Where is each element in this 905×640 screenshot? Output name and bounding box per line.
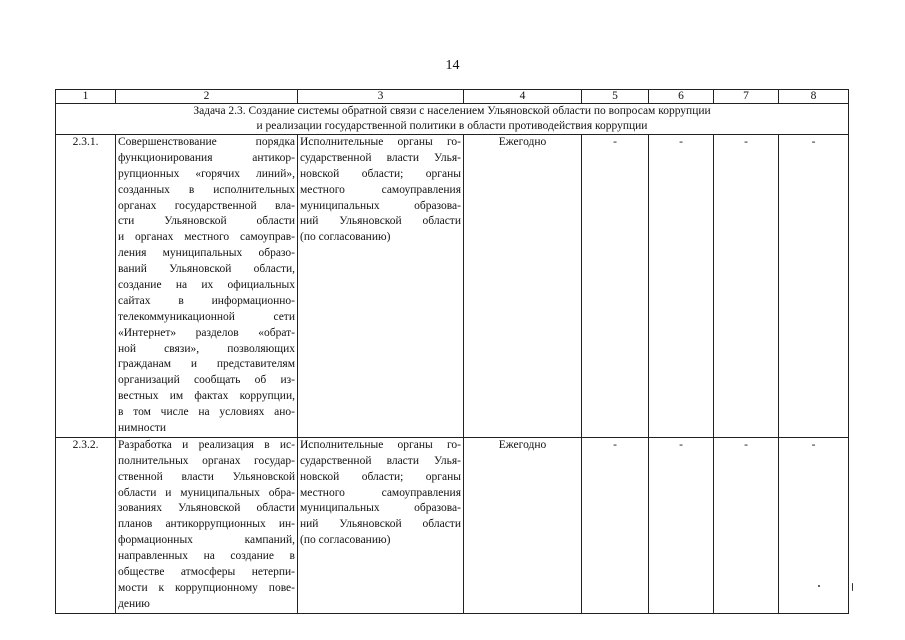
- description-text: [118, 135, 295, 437]
- column-number: 6: [649, 90, 714, 104]
- page-number: 14: [445, 58, 460, 73]
- scan-speck: [818, 585, 820, 587]
- executors-line: сударственной власти Улья-: [300, 454, 461, 467]
- executors-line: новской области; органы: [300, 470, 461, 483]
- description-line: и органах местного самоуправ-: [118, 231, 295, 244]
- description-line: формационных кампаний,: [118, 534, 295, 547]
- column-8-value: -: [779, 135, 849, 438]
- description-line: ной связи», позволяющих: [118, 342, 295, 355]
- description-line: сти Ульяновской области: [118, 215, 295, 228]
- task-header-line: Задача 2.3. Создание системы обратной связи с населением Ульяновской области по вопросам коррупции: [193, 105, 711, 117]
- executors-text: [300, 135, 461, 246]
- description-line: планов антикоррупционных ин-: [118, 518, 295, 531]
- description-line: дению: [118, 597, 150, 610]
- description-line: мости к коррупционному пове-: [118, 581, 295, 594]
- column-7-value: -: [714, 437, 779, 613]
- table-row: [56, 437, 849, 613]
- measure-executors: [298, 135, 464, 438]
- description-line: направленных на создание в: [118, 550, 295, 563]
- description-line: вестных им фактах коррупции,: [118, 390, 295, 403]
- description-line: зованиях Ульяновской области: [118, 502, 295, 515]
- description-line: телекоммуникационной сети: [118, 310, 295, 323]
- description-line: области и муниципальных обра-: [118, 486, 295, 499]
- executors-line: Исполнительные органы го-: [300, 438, 461, 451]
- measure-number: 2.3.1.: [56, 135, 116, 438]
- executors-line: новской области; органы: [300, 167, 461, 180]
- measure-term: Ежегодно: [464, 437, 582, 613]
- task-header-row: [56, 104, 849, 135]
- measure-number: 2.3.2.: [56, 437, 116, 613]
- executors-line: местного самоуправления: [300, 183, 461, 196]
- column-8-value: -: [779, 437, 849, 613]
- column-number: 2: [116, 90, 298, 104]
- description-line: ления муниципальных образо-: [118, 247, 295, 260]
- description-line: рупционных «горячих линий»,: [118, 167, 295, 180]
- executors-line: местного самоуправления: [300, 486, 461, 499]
- description-text: [118, 438, 295, 613]
- measure-executors: [298, 437, 464, 613]
- column-number: 5: [582, 90, 649, 104]
- description-line: Разработка и реализация в ис-: [118, 438, 295, 451]
- column-number: 4: [464, 90, 582, 104]
- description-line: организаций сообщать об из-: [118, 374, 295, 387]
- description-line: создание на их официальных: [118, 279, 295, 292]
- measure-description: [116, 437, 298, 613]
- executors-line: ний Ульяновской области: [300, 215, 461, 228]
- column-number-row: [56, 90, 849, 104]
- executors-text: [300, 438, 461, 549]
- description-line: ственной власти Ульяновской: [118, 470, 295, 483]
- executors-line: сударственной власти Улья-: [300, 151, 461, 164]
- description-line: созданных в исполнительных: [118, 183, 295, 196]
- column-number: 1: [56, 90, 116, 104]
- description-line: «Интернет» разделов «обрат-: [118, 326, 295, 339]
- column-7-value: -: [714, 135, 779, 438]
- description-line: обществе атмосферы нетерпи-: [118, 566, 295, 579]
- description-line: гражданам и представителям: [118, 358, 295, 371]
- executors-line: муниципальных образова-: [300, 199, 461, 212]
- description-line: сайтах в информационно-: [118, 294, 295, 307]
- measures-table: [55, 89, 849, 614]
- description-line: полнительных органах государ-: [118, 454, 295, 467]
- description-line: ваний Ульяновской области,: [118, 263, 295, 276]
- description-line: функционирования антикор-: [118, 151, 295, 164]
- column-number: 3: [298, 90, 464, 104]
- column-5-value: -: [582, 437, 649, 613]
- task-header: [56, 104, 849, 135]
- column-5-value: -: [582, 135, 649, 438]
- table-row: [56, 135, 849, 438]
- measure-term: Ежегодно: [464, 135, 582, 438]
- measure-description: [116, 135, 298, 438]
- task-header-line: и реализации государственной политики в области противодействия коррупции: [256, 120, 648, 132]
- scan-speck: [852, 583, 853, 591]
- description-line: Совершенствование порядка: [118, 136, 295, 148]
- description-line: органах государственной вла-: [118, 199, 295, 212]
- column-number: 7: [714, 90, 779, 104]
- executors-line: муниципальных образова-: [300, 502, 461, 515]
- column-number: 8: [779, 90, 849, 104]
- description-line: нимности: [118, 422, 167, 435]
- column-6-value: -: [649, 135, 714, 438]
- executors-line: ний Ульяновской области: [300, 518, 461, 531]
- description-line: в том числе на условиях ано-: [118, 406, 295, 419]
- executors-line: Исполнительные органы го-: [300, 136, 461, 148]
- column-6-value: -: [649, 437, 714, 613]
- executors-line: (по согласованию): [300, 231, 391, 244]
- executors-line: (по согласованию): [300, 534, 391, 547]
